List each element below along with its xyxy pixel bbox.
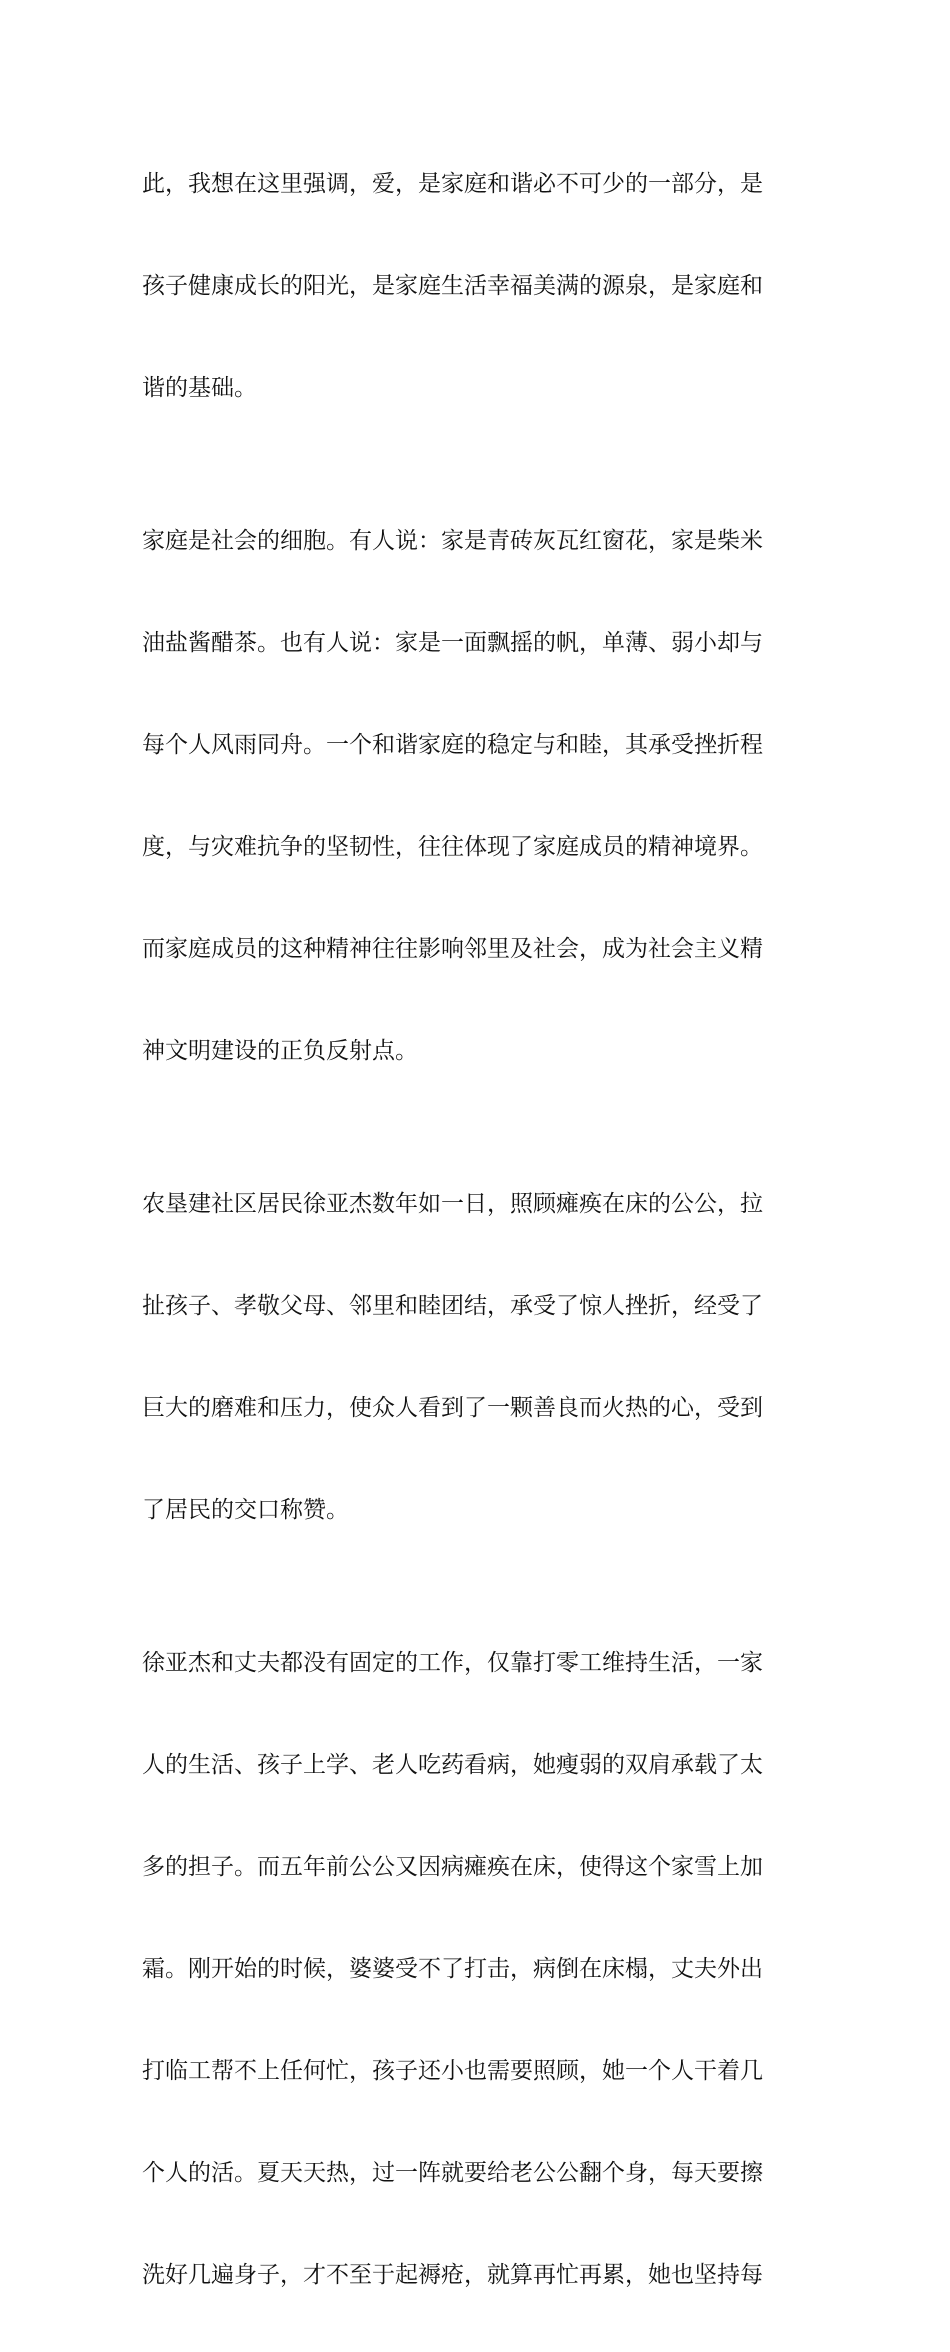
text-line: 度，与灾难抗争的坚韧性，往往体现了家庭成员的精神境界。	[142, 834, 763, 860]
paragraph-1	[142, 108, 814, 465]
paragraph-4	[142, 1587, 814, 2352]
text-line: 多的担子。而五年前公公又因病瘫痪在床，使得这个家雪上加	[142, 1854, 763, 1880]
paragraph-3	[142, 1128, 814, 1587]
text-line: 农垦建社区居民徐亚杰数年如一日，照顾瘫痪在床的公公，拉	[142, 1191, 763, 1217]
text-line: 每个人风雨同舟。一个和谐家庭的稳定与和睦，其承受挫折程	[142, 732, 763, 758]
text-line: 徐亚杰和丈夫都没有固定的工作，仅靠打零工维持生活，一家	[142, 1650, 763, 1676]
text-line: 油盐酱醋茶。也有人说：家是一面飘摇的帆，单薄、弱小却与	[142, 630, 763, 656]
document-body	[142, 108, 814, 2352]
text-line: 孩子健康成长的阳光，是家庭生活幸福美满的源泉，是家庭和	[142, 273, 763, 299]
text-line: 而家庭成员的这种精神往往影响邻里及社会，成为社会主义精	[142, 936, 763, 962]
text-line: 家庭是社会的细胞。有人说：家是青砖灰瓦红窗花，家是柴米	[142, 528, 763, 554]
text-line: 谐的基础。	[142, 375, 257, 401]
text-line: 洗好几遍身子，才不至于起褥疮，就算再忙再累，她也坚持每	[142, 2262, 763, 2288]
text-line: 个人的活。夏天天热，过一阵就要给老公公翻个身，每天要擦	[142, 2160, 763, 2186]
text-line: 扯孩子、孝敬父母、邻里和睦团结，承受了惊人挫折，经受了	[142, 1293, 763, 1319]
text-line: 了居民的交口称赞。	[142, 1497, 349, 1523]
text-line: 神文明建设的正负反射点。	[142, 1038, 418, 1064]
paragraph-2	[142, 465, 814, 1128]
text-line: 打临工帮不上任何忙，孩子还小也需要照顾，她一个人干着几	[142, 2058, 763, 2084]
text-line: 此，我想在这里强调，爱，是家庭和谐必不可少的一部分，是	[142, 171, 763, 197]
text-line: 霜。刚开始的时候，婆婆受不了打击，病倒在床榻，丈夫外出	[142, 1956, 763, 1982]
text-line: 巨大的磨难和压力，使众人看到了一颗善良而火热的心，受到	[142, 1395, 763, 1421]
text-line: 人的生活、孩子上学、老人吃药看病，她瘦弱的双肩承载了太	[142, 1752, 763, 1778]
